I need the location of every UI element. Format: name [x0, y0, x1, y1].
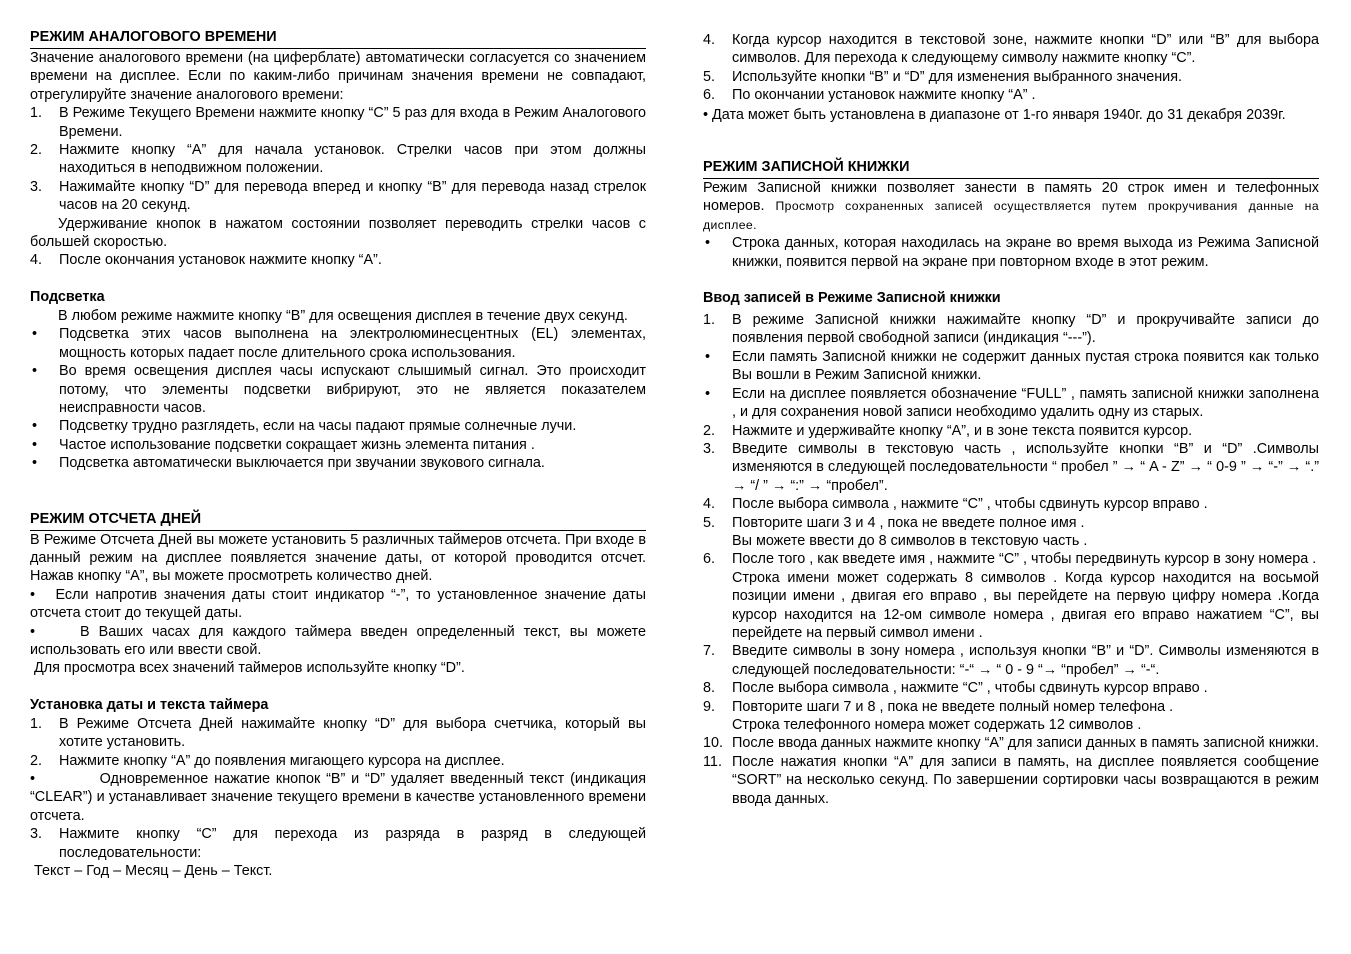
backlight-heading: Подсветка	[30, 288, 105, 305]
entry-step-5: 5. Повторите шаги 3 и 4 , пока не введете полное имя . Вы можете ввести до 8 символов в текстовую часть .	[703, 514, 1088, 549]
timerset-step-1: 1. В Режиме Отсчета Дней нажимайте кнопку “D” для выбора счетчика, который вы хотите установить.	[30, 715, 646, 751]
entry-step-10: 10. После ввода данных нажмите кнопку “A” для записи данных в память записной книжки.	[703, 735, 1319, 752]
bullet-icon: •	[32, 455, 38, 472]
entry-step-8: 8. После выбора символа , нажмите “C” , чтобы сдвинуть курсор вправо .	[703, 680, 1208, 697]
entry-step-1: 1. В режиме Записной книжки нажимайте кнопку “D” и прокручивайте записи до появления первой свободной записи (индикация “---”).	[703, 312, 1319, 347]
bullet-icon: •	[705, 348, 711, 365]
analog-step-2: 2. Нажмите кнопку “A” для начала установок. Стрелки часов при этом должны находиться в неподвижном положении.	[30, 142, 646, 177]
backlight-intro: В любом режиме нажмите кнопку “B” для освещения дисплея в течение двух секунд.	[58, 307, 628, 324]
timerset-bullet: • Одновременное нажатие кнопок “B” и “D” удаляет введенный текст (индикация “CLEAR”) и устанавливает значение текущего времени в качестве установленного времени отсчета.	[30, 771, 646, 824]
timerset-heading: Установка даты и текста таймера	[30, 696, 269, 713]
analog-mode-heading: РЕЖИМ АНАЛОГОВОГО ВРЕМЕНИ	[30, 28, 646, 49]
backlight-bullet: • Подсветка автоматически выключается при звучании звукового сигнала.	[32, 455, 545, 472]
countdays-bullet: • В Ваших часах для каждого таймера введен определенный текст, вы можете использовать его или ввести свой.	[30, 623, 646, 658]
notebook-bullet: • Строка данных, которая находилась на экране во время выхода из Режима Записной книжки, появится первой на экране при повторном входе в этот режим.	[705, 235, 1319, 270]
date-range-note: • Дата может быть установлена в диапазоне от 1-го января 1940г. до 31 декабря 2039г.	[703, 106, 1286, 123]
analog-hold-note: Удерживание кнопок в нажатом состоянии позволяет переводить стрелки часов с большей скоростью.	[30, 215, 646, 251]
timerset-step-3: 3. Нажмите кнопку “C” для перехода из разряда в разряд в следующей последовательности:	[30, 826, 646, 861]
timerset-step-2: 2. Нажмите кнопку “A” до появления мигающего курсора на дисплее.	[30, 752, 505, 769]
timerset-sequence: Текст – Год – Месяц – День – Текст.	[34, 863, 273, 880]
timerset-step-6: 6. По окончании установок нажмите кнопку “A” .	[703, 87, 1036, 104]
countdays-heading: РЕЖИМ ОТСЧЕТА ДНЕЙ	[30, 510, 646, 531]
entry-step-7: 7. Введите символы в зону номера , используя кнопки “B” и “D”. Символы изменяются в следующей последовательности: “-“ → “ 0 - 9 “→ “пробел” → “-“.	[703, 643, 1319, 678]
right-column	[703, 31, 1319, 808]
bullet-icon: •	[30, 586, 36, 603]
entry-step-2: 2. Нажмите и удерживайте кнопку “A”, и в зоне текста появится курсор.	[703, 422, 1193, 439]
bullet-icon: •	[32, 326, 38, 343]
analog-intro: Значение аналогового времени (на циферблате) автоматически согласуется со значением времени на дисплее. Если по каким-либо причинам значения времени не совпадают, отрегулируйте значение аналогового времени:	[30, 50, 646, 103]
entry-bullet: • Если на дисплее появляется обозначение “FULL” , память записной книжки заполнена , и для сохранения новой записи необходимо удалить одну из старых.	[705, 385, 1319, 421]
entry-step-11: 11. После нажатия кнопки “A” для записи в память, на дисплее появляется сообщение “SORT” на несколько секунд. По завершении сортировки часы возвращаются в режим ввода данных.	[703, 753, 1319, 807]
notebook-intro: Режим Записной книжки позволяет занести в память 20 строк имен и телефонных номеров. Просмотр сохраненных записей осуществляется путем прокручивания данные на дисплее.	[703, 180, 1319, 232]
left-column	[30, 28, 646, 880]
bullet-icon: •	[32, 363, 38, 380]
backlight-bullet: • Подсветка этих часов выполнена на электролюминесцентных (EL) элементах, мощность которых падает после длительного срока использования.	[32, 326, 646, 361]
entry-bullet: • Если память Записной книжки не содержит данных пустая строка появится как только Вы вошли в Режим Записной книжки.	[705, 348, 1319, 384]
entry-step-4: 4. После выбора символа , нажмите “C” , чтобы сдвинуть курсор вправо .	[703, 496, 1208, 513]
entry-step-9: 9. Повторите шаги 7 и 8 , пока не введете полный номер телефона . Строка телефонного номера может содержать 12 символов .	[703, 698, 1174, 733]
backlight-bullet: • Во время освещения дисплея часы испускают слышимый сигнал. Это происходит потому, что элементы подсветки вибрируют, это не является показателем неисправности часов.	[32, 363, 646, 416]
analog-step-4: 4. После окончания установок нажмите кнопку “A”.	[30, 252, 382, 269]
entry-step-3: 3. Введите символы в текстовую часть , используйте кнопки “B” и “D” .Символы изменяются в следующей последовательности “ пробел ” → “ A - Z” → “ 0-9 ” → “-” → “.” → “/ ” → “:” → “пробел”.	[703, 440, 1319, 494]
bullet-icon: •	[32, 436, 38, 453]
bullet-icon: •	[30, 771, 36, 787]
backlight-bullet: • Частое использование подсветки сокращает жизнь элемента питания .	[32, 436, 535, 453]
bullet-icon: •	[30, 623, 36, 640]
countdays-bullet: • Если напротив значения даты стоит индикатор “-”, то установленное значение даты отсчета стоит до текущей даты.	[30, 586, 646, 622]
notebook-heading: РЕЖИМ ЗАПИСНОЙ КНИЖКИ	[703, 158, 1319, 179]
countdays-view-note: Для просмотра всех значений таймеров используйте кнопку “D”.	[34, 660, 465, 677]
timerset-step-5: 5. Используйте кнопки “B” и “D” для изменения выбранного значения.	[703, 68, 1183, 85]
analog-step-3: 3. Нажимайте кнопку “D” для перевода вперед и кнопку “B” для перевода назад стрелок часов на 20 секунд.	[30, 178, 646, 214]
timerset-step-4: 4. Когда курсор находится в текстовой зоне, нажмите кнопки “D” или “B” для выбора символов. Для перехода к следующему символу нажмите кнопку “C”.	[703, 32, 1319, 67]
entry-heading: Ввод записей в Режиме Записной книжки	[703, 290, 1001, 307]
backlight-bullet: • Подсветку трудно разглядеть, если на часы падают прямые солнечные лучи.	[32, 418, 577, 435]
analog-step-1: 1. В Режиме Текущего Времени нажмите кнопку “C” 5 раз для входа в Режим Аналогового Времени.	[30, 105, 646, 140]
countdays-intro: В Режиме Отсчета Дней вы можете установить 5 различных таймеров отсчета. При входе в данный режим на дисплее появляется значение даты, от которой проводится отсчет. Нажав кнопку “A”, вы можете просмотреть количество дней.	[30, 531, 646, 585]
bullet-icon: •	[705, 235, 711, 252]
bullet-icon: •	[705, 385, 711, 402]
entry-step-6: 6. После того , как введете имя , нажмите “C” , чтобы передвинуть курсор в зону номера . Строка имени может содержать 8 символов . Когда курсор находится на восьмой позиции имени , двигая его вправо , вы перейдете на первую цифру номера .Когда курсор находится на 12-ом символе номера , двигая его вправо нажатием “C”, вы перейдете на первый символ имени .	[703, 551, 1319, 641]
bullet-icon: •	[32, 418, 38, 435]
